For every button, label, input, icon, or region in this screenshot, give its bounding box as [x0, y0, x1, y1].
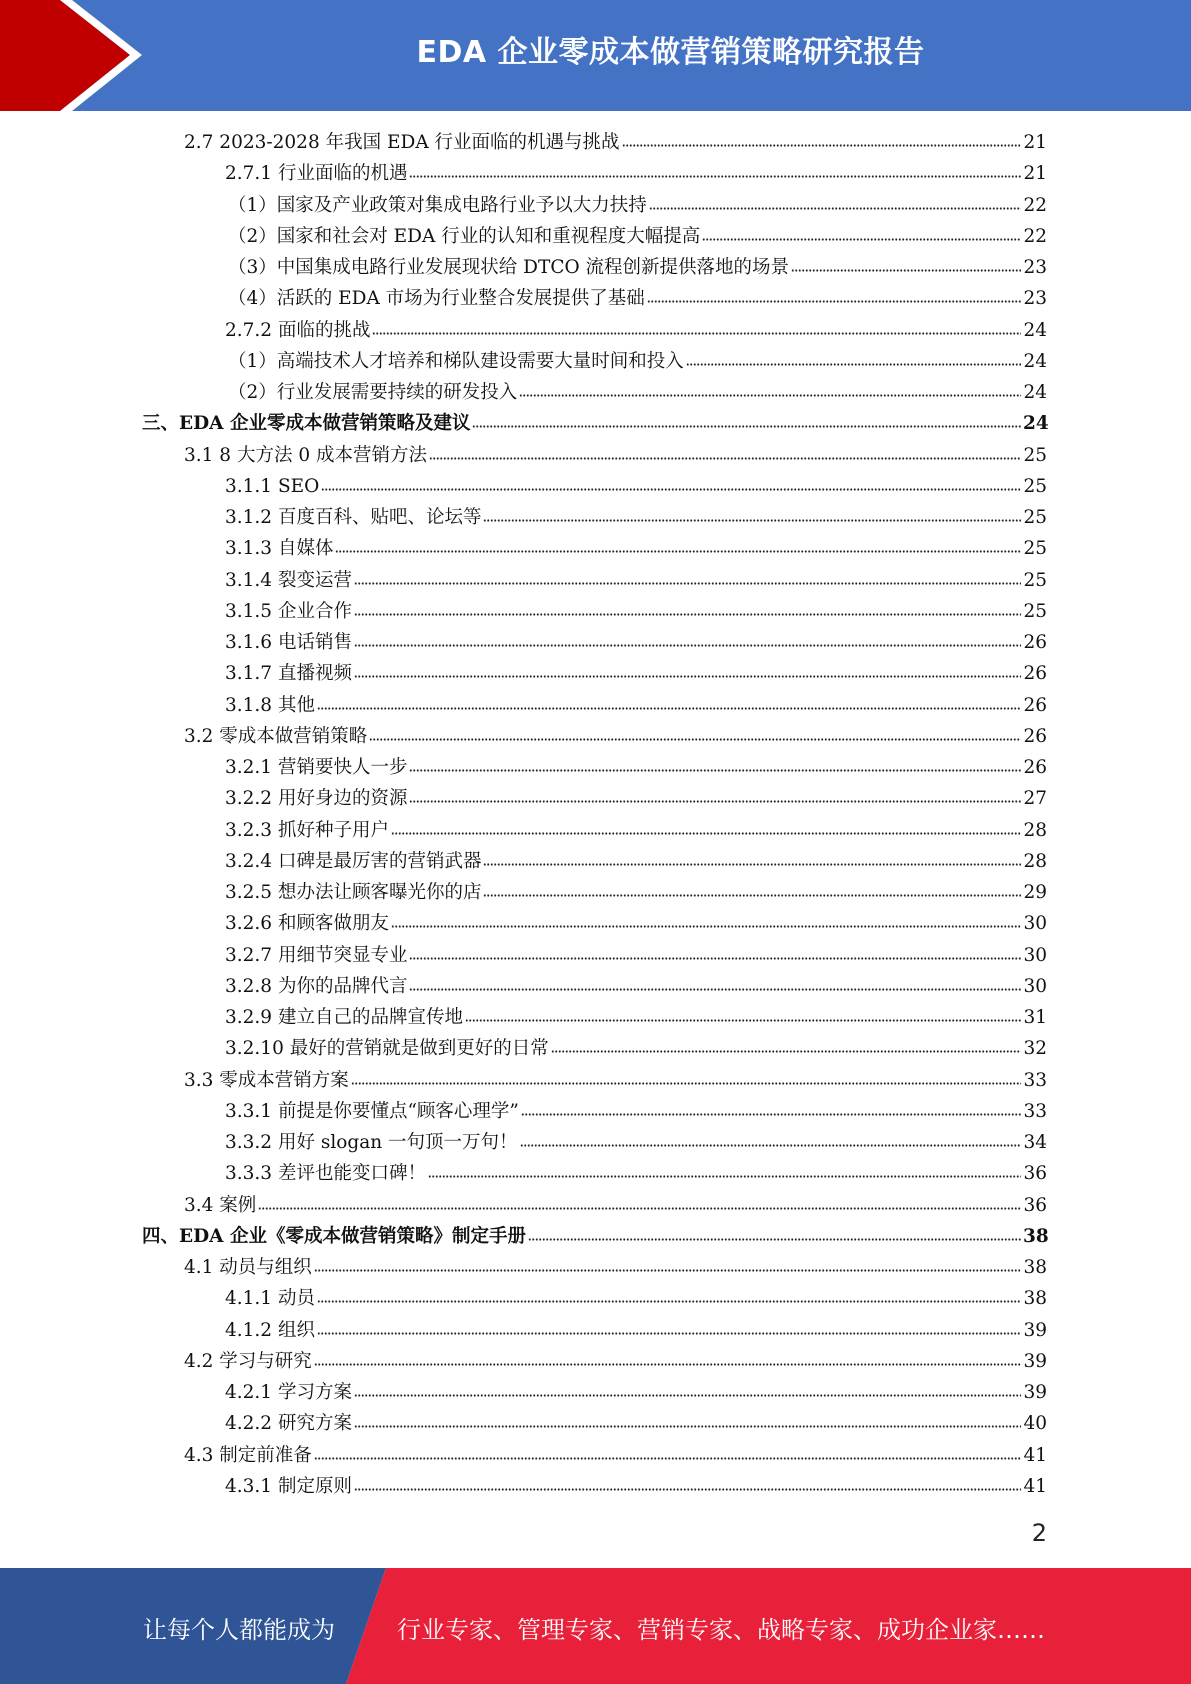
- toc-entry-page: 23: [1023, 257, 1047, 278]
- toc-entry-page: 33: [1023, 1069, 1047, 1091]
- toc-entry-page: 40: [1023, 1413, 1047, 1435]
- toc-entry[interactable]: [0, 127, 1191, 158]
- toc-entry-page: 39: [1023, 1350, 1047, 1372]
- toc-entry-page: 25: [1023, 600, 1047, 622]
- page-header: [0, 0, 1191, 111]
- toc-entry-title: 三、EDA 企业零成本做营销策略及建议: [142, 413, 471, 435]
- toc-dot-leader: [409, 797, 1021, 803]
- toc-entry-title: （2）行业发展需要持续的研发投入: [228, 382, 518, 403]
- toc-entry[interactable]: [0, 1127, 1191, 1158]
- toc-entry[interactable]: [0, 1221, 1191, 1252]
- toc-dot-leader: [483, 891, 1021, 897]
- toc-entry-title: 3.1.6 电话销售: [225, 632, 352, 653]
- toc-entry-page: 22: [1023, 194, 1047, 216]
- toc-entry-page: 39: [1023, 1319, 1047, 1341]
- toc-entry-title: 3.1.3 自媒体: [225, 538, 334, 560]
- toc-entry-page: 31: [1023, 1007, 1047, 1028]
- toc-entry[interactable]: [0, 190, 1191, 221]
- toc-entry-page: 29: [1023, 882, 1047, 903]
- toc-entry-title: （1）高端技术人才培养和梯队建设需要大量时间和投入: [228, 350, 684, 372]
- toc-dot-leader: [551, 1047, 1021, 1053]
- toc-entry[interactable]: [0, 377, 1191, 408]
- toc-entry-title: （4）活跃的 EDA 市场为行业整合发展提供了基础: [228, 288, 645, 310]
- toc-dot-leader: [649, 204, 1021, 210]
- toc-entry[interactable]: [0, 815, 1191, 846]
- toc-entry-title: 3.2.8 为你的品牌代言: [225, 975, 408, 997]
- toc-entry-title: 4.1.1 动员: [225, 1288, 315, 1310]
- toc-entry[interactable]: [0, 940, 1191, 971]
- toc-entry-page: 38: [1023, 1288, 1047, 1310]
- toc-entry[interactable]: [0, 408, 1191, 439]
- toc-entry-title: 四、EDA 企业《零成本做营销策略》制定手册: [142, 1225, 526, 1247]
- toc-entry-page: 39: [1023, 1382, 1047, 1403]
- toc-dot-leader: [369, 735, 1021, 741]
- toc-entry-page: 30: [1023, 944, 1047, 966]
- toc-entry-title: 3.2.1 营销要快人一步: [225, 757, 408, 778]
- toc-entry[interactable]: [0, 221, 1191, 252]
- toc-entry-page: 28: [1023, 819, 1047, 841]
- toc-entry[interactable]: [0, 346, 1191, 377]
- toc-entry-title: 4.2.2 研究方案: [225, 1413, 352, 1435]
- toc-entry-page: 28: [1023, 850, 1047, 872]
- toc-entry-title: 4.1 动员与组织: [184, 1257, 312, 1278]
- toc-entry[interactable]: [0, 1408, 1191, 1439]
- toc-entry-title: 3.2.9 建立自己的品牌宣传地: [225, 1007, 463, 1028]
- toc-entry[interactable]: [0, 440, 1191, 471]
- toc-entry-title: 3.2.3 抓好种子用户: [225, 819, 389, 841]
- toc-entry-page: 21: [1023, 132, 1047, 153]
- toc-entry-title: 3.1.5 企业合作: [225, 600, 352, 622]
- toc-dot-leader: [465, 1016, 1021, 1022]
- toc-entry-title: 3.1.2 百度百科、贴吧、论坛等: [225, 507, 482, 528]
- toc-entry[interactable]: [0, 1471, 1191, 1502]
- toc-entry-title: 3.2.4 口碑是最厉害的营销武器: [225, 850, 482, 872]
- toc-entry-title: 3.3.1 前提是你要懂点“顾客心理学”: [225, 1100, 519, 1122]
- toc-dot-leader: [354, 1485, 1021, 1491]
- toc-entry-title: 3.1.7 直播视频: [225, 663, 352, 685]
- toc-entry[interactable]: [0, 752, 1191, 783]
- toc-entry[interactable]: [0, 1440, 1191, 1471]
- toc-entry[interactable]: [0, 471, 1191, 502]
- toc-entry-page: 24: [1023, 319, 1047, 341]
- toc-dot-leader: [520, 1141, 1021, 1147]
- toc-dot-leader: [314, 1454, 1021, 1460]
- toc-entry-title: 4.2 学习与研究: [184, 1350, 312, 1372]
- toc-dot-leader: [791, 266, 1021, 272]
- toc-dot-leader: [317, 1329, 1021, 1335]
- toc-dot-leader: [317, 704, 1021, 710]
- toc-entry[interactable]: [0, 565, 1191, 596]
- toc-entry-page: 32: [1023, 1038, 1047, 1060]
- toc-entry-title: 2.7.2 面临的挑战: [225, 319, 371, 341]
- toc-entry-title: （3）中国集成电路行业发展现状给 DTCO 流程创新提供落地的场景: [228, 257, 790, 278]
- toc-entry[interactable]: [0, 315, 1191, 346]
- toc-entry-page: 30: [1023, 975, 1047, 997]
- toc-entry-page: 41: [1023, 1444, 1047, 1466]
- toc-entry[interactable]: [0, 596, 1191, 627]
- toc-dot-leader: [622, 141, 1021, 147]
- table-of-contents: [0, 127, 1191, 1502]
- toc-dot-leader: [409, 954, 1021, 960]
- toc-dot-leader: [354, 641, 1021, 647]
- toc-entry-title: 3.3 零成本营销方案: [184, 1069, 349, 1091]
- toc-entry[interactable]: [0, 1065, 1191, 1096]
- page-number: 2: [1031, 1519, 1047, 1547]
- toc-entry-title: （2）国家和社会对 EDA 行业的认知和重视程度大幅提高: [228, 225, 701, 247]
- footer-slogan-left: 让每个人都能成为: [143, 1616, 335, 1644]
- toc-entry[interactable]: [0, 658, 1191, 689]
- toc-entry-title: 3.3.2 用好 slogan 一句顶一万句！: [225, 1132, 518, 1153]
- toc-entry[interactable]: [0, 1252, 1191, 1283]
- toc-entry[interactable]: [0, 252, 1191, 283]
- toc-entry-title: 3.2.6 和顾客做朋友: [225, 913, 389, 935]
- toc-entry-page: 33: [1023, 1100, 1047, 1122]
- toc-entry-title: 4.3 制定前准备: [184, 1444, 312, 1466]
- toc-entry[interactable]: [0, 1096, 1191, 1127]
- toc-dot-leader: [686, 360, 1021, 366]
- toc-entry-page: 27: [1023, 788, 1047, 810]
- toc-entry-title: 3.1.4 裂变运营: [225, 569, 352, 591]
- toc-dot-leader: [702, 235, 1021, 241]
- toc-dot-leader: [429, 454, 1021, 460]
- toc-dot-leader: [409, 985, 1021, 991]
- toc-entry-page: 24: [1023, 350, 1047, 372]
- toc-entry[interactable]: [0, 1158, 1191, 1189]
- toc-dot-leader: [391, 922, 1021, 928]
- toc-dot-leader: [354, 1391, 1021, 1397]
- toc-entry[interactable]: [0, 1283, 1191, 1314]
- toc-entry[interactable]: [0, 690, 1191, 721]
- toc-entry-page: 25: [1023, 507, 1047, 528]
- toc-entry[interactable]: [0, 502, 1191, 533]
- toc-entry-page: 36: [1023, 1163, 1047, 1185]
- toc-dot-leader: [321, 485, 1021, 491]
- toc-entry[interactable]: [0, 846, 1191, 877]
- toc-entry-page: 22: [1023, 225, 1047, 247]
- toc-entry[interactable]: [0, 971, 1191, 1002]
- toc-dot-leader: [351, 1079, 1021, 1085]
- toc-entry[interactable]: [0, 1315, 1191, 1346]
- toc-entry[interactable]: [0, 721, 1191, 752]
- toc-entry-page: 38: [1023, 1225, 1049, 1247]
- toc-entry-page: 21: [1023, 163, 1047, 185]
- toc-entry-title: 3.2.10 最好的营销就是做到更好的日常: [225, 1038, 549, 1060]
- toc-entry[interactable]: [0, 158, 1191, 189]
- footer-slogan-right: 行业专家、管理专家、营销专家、战略专家、成功企业家……: [397, 1616, 1045, 1644]
- toc-entry-title: 3.3.3 差评也能变口碑！: [225, 1163, 426, 1185]
- toc-dot-leader: [519, 391, 1021, 397]
- toc-entry-title: 4.1.2 组织: [225, 1319, 315, 1341]
- header-arrow-decoration: [0, 0, 160, 111]
- toc-dot-leader: [528, 1235, 1021, 1241]
- toc-dot-leader: [335, 547, 1021, 553]
- toc-dot-leader: [314, 1266, 1021, 1272]
- toc-entry-title: 2.7 2023-2028 年我国 EDA 行业面临的机遇与挑战: [184, 132, 620, 153]
- toc-entry-page: 36: [1023, 1194, 1047, 1216]
- toc-entry-title: 3.2.2 用好身边的资源: [225, 788, 408, 810]
- toc-entry-page: 26: [1023, 663, 1047, 685]
- toc-dot-leader: [391, 829, 1021, 835]
- toc-dot-leader: [372, 329, 1021, 335]
- toc-entry-page: 24: [1023, 413, 1049, 435]
- toc-entry[interactable]: [0, 908, 1191, 939]
- toc-entry[interactable]: [0, 1346, 1191, 1377]
- toc-entry-title: 3.2.5 想办法让顾客曝光你的店: [225, 882, 482, 903]
- toc-entry[interactable]: [0, 533, 1191, 564]
- toc-entry[interactable]: [0, 283, 1191, 314]
- toc-dot-leader: [354, 579, 1021, 585]
- toc-entry-title: 3.1.8 其他: [225, 694, 315, 716]
- toc-dot-leader: [483, 516, 1021, 522]
- toc-dot-leader: [354, 610, 1021, 616]
- toc-entry-page: 26: [1023, 632, 1047, 653]
- toc-entry-page: 25: [1023, 569, 1047, 591]
- toc-entry-title: 3.2.7 用细节突显专业: [225, 944, 408, 966]
- toc-entry[interactable]: [0, 1002, 1191, 1033]
- toc-dot-leader: [472, 422, 1021, 428]
- toc-entry-page: 26: [1023, 725, 1047, 747]
- toc-entry-page: 26: [1023, 694, 1047, 716]
- toc-entry-title: 2.7.1 行业面临的机遇: [225, 163, 408, 185]
- toc-entry-title: 3.1 8 大方法 0 成本营销方法: [184, 444, 427, 466]
- toc-entry-page: 26: [1023, 757, 1047, 778]
- toc-dot-leader: [314, 1360, 1021, 1366]
- toc-entry-page: 34: [1023, 1132, 1047, 1153]
- toc-entry-page: 30: [1023, 913, 1047, 935]
- toc-dot-leader: [354, 672, 1021, 678]
- toc-dot-leader: [317, 1297, 1021, 1303]
- toc-entry[interactable]: [0, 627, 1191, 658]
- toc-entry-title: 4.2.1 学习方案: [225, 1382, 352, 1403]
- toc-entry-title: 3.4 案例: [184, 1194, 257, 1216]
- toc-entry[interactable]: [0, 1377, 1191, 1408]
- toc-entry[interactable]: [0, 877, 1191, 908]
- toc-dot-leader: [258, 1204, 1021, 1210]
- toc-entry[interactable]: [0, 1190, 1191, 1221]
- toc-entry-page: 41: [1023, 1475, 1047, 1497]
- toc-entry[interactable]: [0, 783, 1191, 814]
- toc-entry-title: 4.3.1 制定原则: [225, 1475, 352, 1497]
- toc-entry-page: 25: [1023, 444, 1047, 466]
- toc-entry-title: 3.1.1 SEO: [225, 475, 320, 497]
- toc-entry-page: 25: [1023, 538, 1047, 560]
- toc-dot-leader: [521, 1110, 1021, 1116]
- toc-entry-title: （1）国家及产业政策对集成电路行业予以大力扶持: [228, 194, 647, 216]
- document-title: EDA 企业零成本做营销策略研究报告: [416, 35, 925, 70]
- toc-dot-leader: [647, 297, 1021, 303]
- toc-dot-leader: [409, 766, 1021, 772]
- toc-entry-page: 38: [1023, 1257, 1047, 1278]
- toc-entry[interactable]: [0, 1033, 1191, 1064]
- toc-dot-leader: [409, 172, 1021, 178]
- toc-dot-leader: [483, 860, 1021, 866]
- toc-entry-page: 24: [1023, 382, 1047, 403]
- page-footer: [0, 1568, 1191, 1684]
- toc-dot-leader: [428, 1172, 1021, 1178]
- toc-entry-title: 3.2 零成本做营销策略: [184, 725, 368, 747]
- toc-entry-page: 25: [1023, 475, 1047, 497]
- toc-entry-page: 23: [1023, 288, 1047, 310]
- toc-dot-leader: [354, 1422, 1021, 1428]
